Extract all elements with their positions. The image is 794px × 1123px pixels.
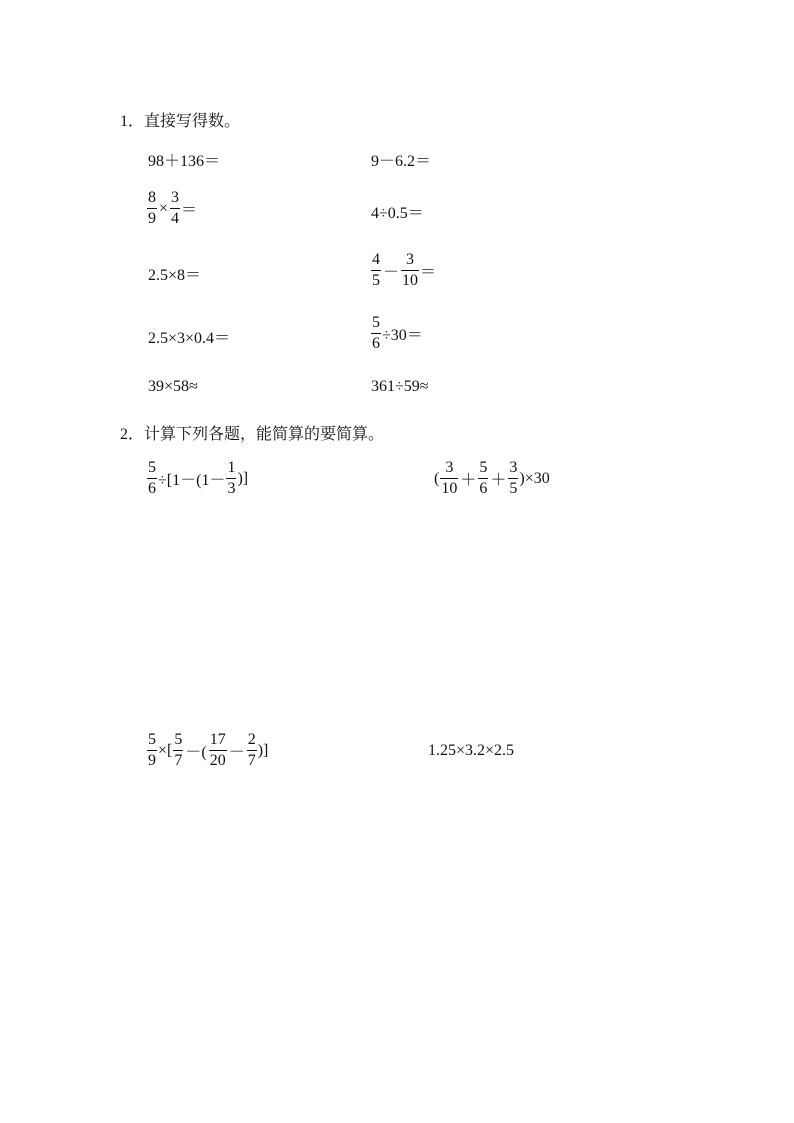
fraction — [226, 460, 236, 497]
numerator: 1 — [227, 459, 236, 476]
problem-1-8 — [370, 315, 423, 352]
fraction — [147, 460, 157, 497]
open-paren: ( — [434, 469, 440, 487]
denominator: 5 — [509, 480, 518, 497]
fraction — [508, 460, 518, 497]
numerator: 3 — [445, 459, 454, 476]
fraction — [209, 732, 227, 769]
numerator: 5 — [479, 459, 488, 476]
problem-1-6 — [370, 252, 436, 289]
fraction — [478, 460, 488, 497]
problem-1-4: 4÷0.5＝ — [371, 205, 424, 222]
denominator: 10 — [441, 480, 458, 497]
denominator: 9 — [148, 752, 156, 769]
denominator: 5 — [372, 272, 380, 289]
numerator: 4 — [372, 251, 380, 268]
fraction — [170, 190, 180, 227]
numerator: 5 — [148, 459, 156, 476]
problem-1-2: 9－6.2＝ — [371, 153, 432, 170]
denominator: 20 — [209, 752, 226, 769]
denominator: 6 — [479, 480, 488, 497]
problem-1-5: 2.5×8＝ — [148, 267, 202, 284]
problem-2-1 — [146, 460, 248, 497]
denominator: 7 — [247, 752, 256, 769]
section-2-heading: 2．计算下列各题，能简算的要简算。 — [120, 426, 385, 443]
problem-1-7: 2.5×3×0.4＝ — [148, 330, 231, 347]
operator: ＋ — [490, 472, 507, 489]
fraction — [247, 732, 257, 769]
expression-middle: ÷[1－(1－ — [158, 472, 226, 489]
denominator: 9 — [148, 210, 156, 227]
problem-1-10: 361÷59≈ — [371, 378, 429, 395]
expression-tail: )×30 — [519, 469, 550, 487]
section-1-heading: 1．直接写得数。 — [120, 113, 241, 130]
fraction — [401, 252, 419, 289]
equals: ＝ — [420, 264, 437, 281]
denominator: 10 — [402, 272, 419, 289]
division-tail: ÷30＝ — [382, 327, 423, 344]
denominator: 6 — [148, 480, 156, 497]
numerator: 8 — [148, 189, 156, 206]
operator: －( — [185, 744, 207, 761]
operator: ＋ — [460, 472, 477, 489]
expression-middle: ×[ — [158, 741, 173, 759]
denominator: 3 — [227, 480, 236, 497]
numerator: 3 — [171, 189, 180, 206]
fraction — [440, 460, 458, 497]
numerator: 2 — [247, 731, 256, 748]
denominator: 4 — [171, 210, 180, 227]
problem-1-3 — [146, 190, 197, 227]
fraction — [173, 732, 183, 769]
fraction — [371, 315, 381, 352]
numerator: 17 — [209, 731, 226, 748]
denominator: 6 — [372, 335, 380, 352]
fraction — [147, 190, 157, 227]
numerator: 5 — [372, 314, 380, 331]
operator: × — [159, 199, 169, 217]
denominator: 7 — [174, 752, 183, 769]
fraction — [147, 732, 157, 769]
operator: － — [383, 264, 400, 281]
numerator: 3 — [406, 251, 415, 268]
equals: ＝ — [181, 202, 198, 219]
fraction — [371, 252, 381, 289]
problem-1-1: 98＋136＝ — [148, 153, 221, 170]
numerator: 5 — [174, 731, 183, 748]
numerator: 5 — [148, 731, 156, 748]
problem-2-2 — [434, 460, 550, 497]
operator: － — [228, 744, 245, 761]
problem-2-3 — [146, 732, 268, 769]
problem-1-9: 39×58≈ — [148, 378, 198, 395]
expression-tail: )] — [257, 741, 269, 759]
numerator: 3 — [509, 459, 518, 476]
expression-tail: )] — [237, 469, 249, 487]
problem-2-4: 1.25×3.2×2.5 — [428, 742, 515, 759]
